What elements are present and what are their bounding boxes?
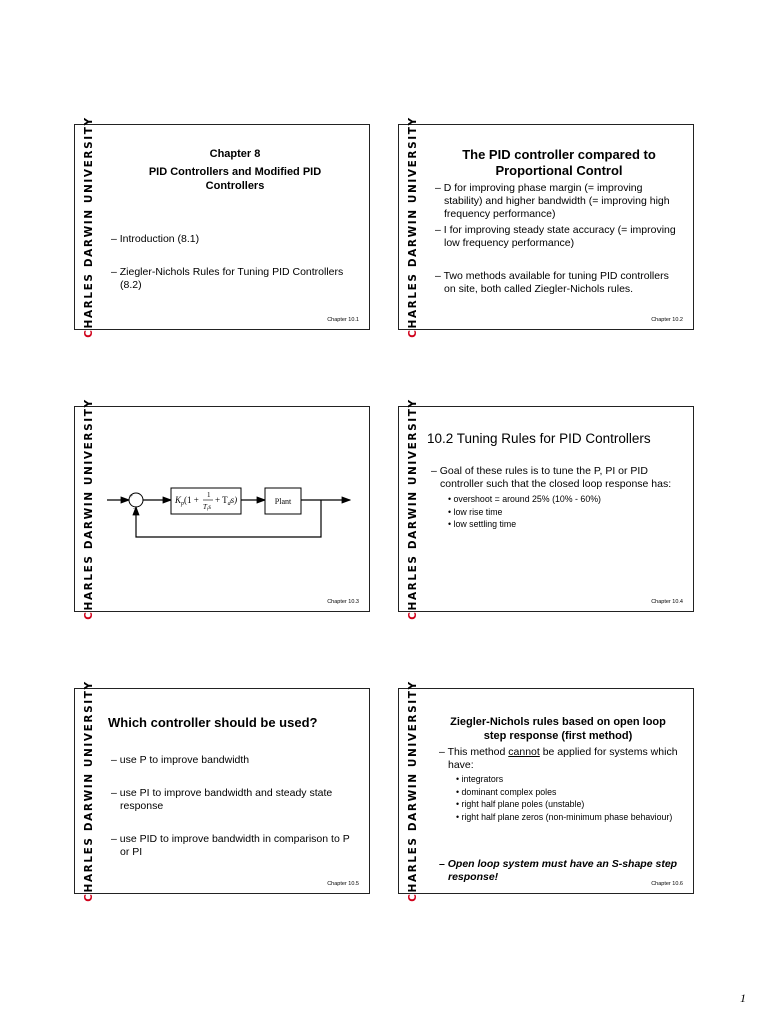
controller-derivative: + $T_ds$): [215, 495, 238, 507]
list-item: – Ziegler-Nichols Rules for Tuning PID Controllers (8.2): [111, 266, 344, 291]
list-item: – use P to improve bandwidth: [111, 754, 250, 766]
minus-sign: −: [133, 505, 137, 513]
slide-footer: Chapter 10.2: [651, 317, 683, 323]
slide-4: [398, 398, 694, 620]
slide-title: The PID controller compared to Proportional Control: [462, 147, 656, 178]
list-item: – use PI to improve bandwidth and steady state response: [111, 787, 333, 812]
university-label: CHARLES DARWIN UNIVERSITY: [83, 398, 95, 620]
slide-6: [398, 680, 694, 902]
university-label: CHARLES DARWIN UNIVERSITY: [407, 116, 419, 338]
bullet-item: • dominant complex poles: [456, 786, 683, 799]
bullet-list: [431, 493, 683, 531]
plus-sign: +: [129, 492, 133, 500]
slide-title: PID Controllers and Modified PID Controllers: [148, 166, 322, 192]
controller-equation: $K_p(1$ +: [175, 495, 199, 507]
bullet-item: • right half plane zeros (non-minimum phase behaviour): [456, 811, 683, 824]
slide-footer: Chapter 10.4: [651, 599, 683, 605]
bullet-item: • integrators: [456, 773, 683, 786]
slide-5: [74, 680, 370, 902]
bullet-item: • overshoot = around 25% (10% - 60%): [448, 493, 683, 506]
note: – Open loop system must have an S-shape step response!: [439, 858, 678, 883]
list-item: – Two methods available for tuning PID controllers on site, both called Ziegler-Nichols rules.: [435, 270, 669, 295]
list-item: – I for improving steady state accuracy (= improving low frequency performance): [435, 224, 676, 249]
slide-title: Ziegler-Nichols rules based on open loop step response (first method): [450, 716, 666, 742]
university-sidebar: [75, 680, 103, 902]
page-number: 1: [740, 991, 746, 1005]
slide-title: 10.2 Tuning Rules for PID Controllers: [427, 431, 651, 446]
plant-label: Plant: [274, 497, 292, 506]
slide-footer: Chapter 10.5: [327, 881, 359, 887]
list-item: – D for improving phase margin (= improving stability) and higher bandwidth (= improving high frequency performance): [435, 182, 670, 220]
university-label: CHARLES DARWIN UNIVERSITY: [407, 398, 419, 620]
chapter-number: Chapter 8: [209, 148, 261, 160]
university-sidebar: [399, 116, 427, 338]
slide-3: [74, 398, 370, 620]
university-sidebar: [399, 398, 427, 620]
university-label: CHARLES DARWIN UNIVERSITY: [83, 116, 95, 338]
bullet-item: • low settling time: [448, 518, 683, 531]
university-sidebar: [75, 116, 103, 338]
controller-num: 1: [207, 491, 211, 499]
list-item: – use PID to improve bandwidth in comparison to P or PI: [111, 833, 350, 858]
bullet-item: • right half plane poles (unstable): [456, 798, 683, 811]
pid-block-diagram: [105, 407, 365, 613]
list-item: – Goal of these rules is to tune the P, PI or PID controller such that the closed loop response has:: [431, 465, 672, 490]
slide-2: [398, 116, 694, 338]
university-label: CHARLES DARWIN UNIVERSITY: [83, 680, 95, 902]
slide-title: Which controller should be used?: [108, 715, 318, 730]
slide-footer: Chapter 10.1: [327, 317, 359, 323]
bullet-list: [439, 773, 683, 823]
list-item: – Introduction (8.1): [111, 233, 200, 245]
university-sidebar: [399, 680, 427, 902]
slide-footer: Chapter 10.3: [327, 599, 359, 605]
bullet-item: • low rise time: [448, 506, 683, 519]
slide-footer: Chapter 10.6: [651, 881, 683, 887]
university-sidebar: [75, 398, 103, 620]
slide-1: [74, 116, 370, 338]
list-item: – This method cannot be applied for systems which have:: [439, 746, 678, 771]
university-label: CHARLES DARWIN UNIVERSITY: [407, 680, 419, 902]
controller-den: $T_is$: [203, 503, 212, 513]
